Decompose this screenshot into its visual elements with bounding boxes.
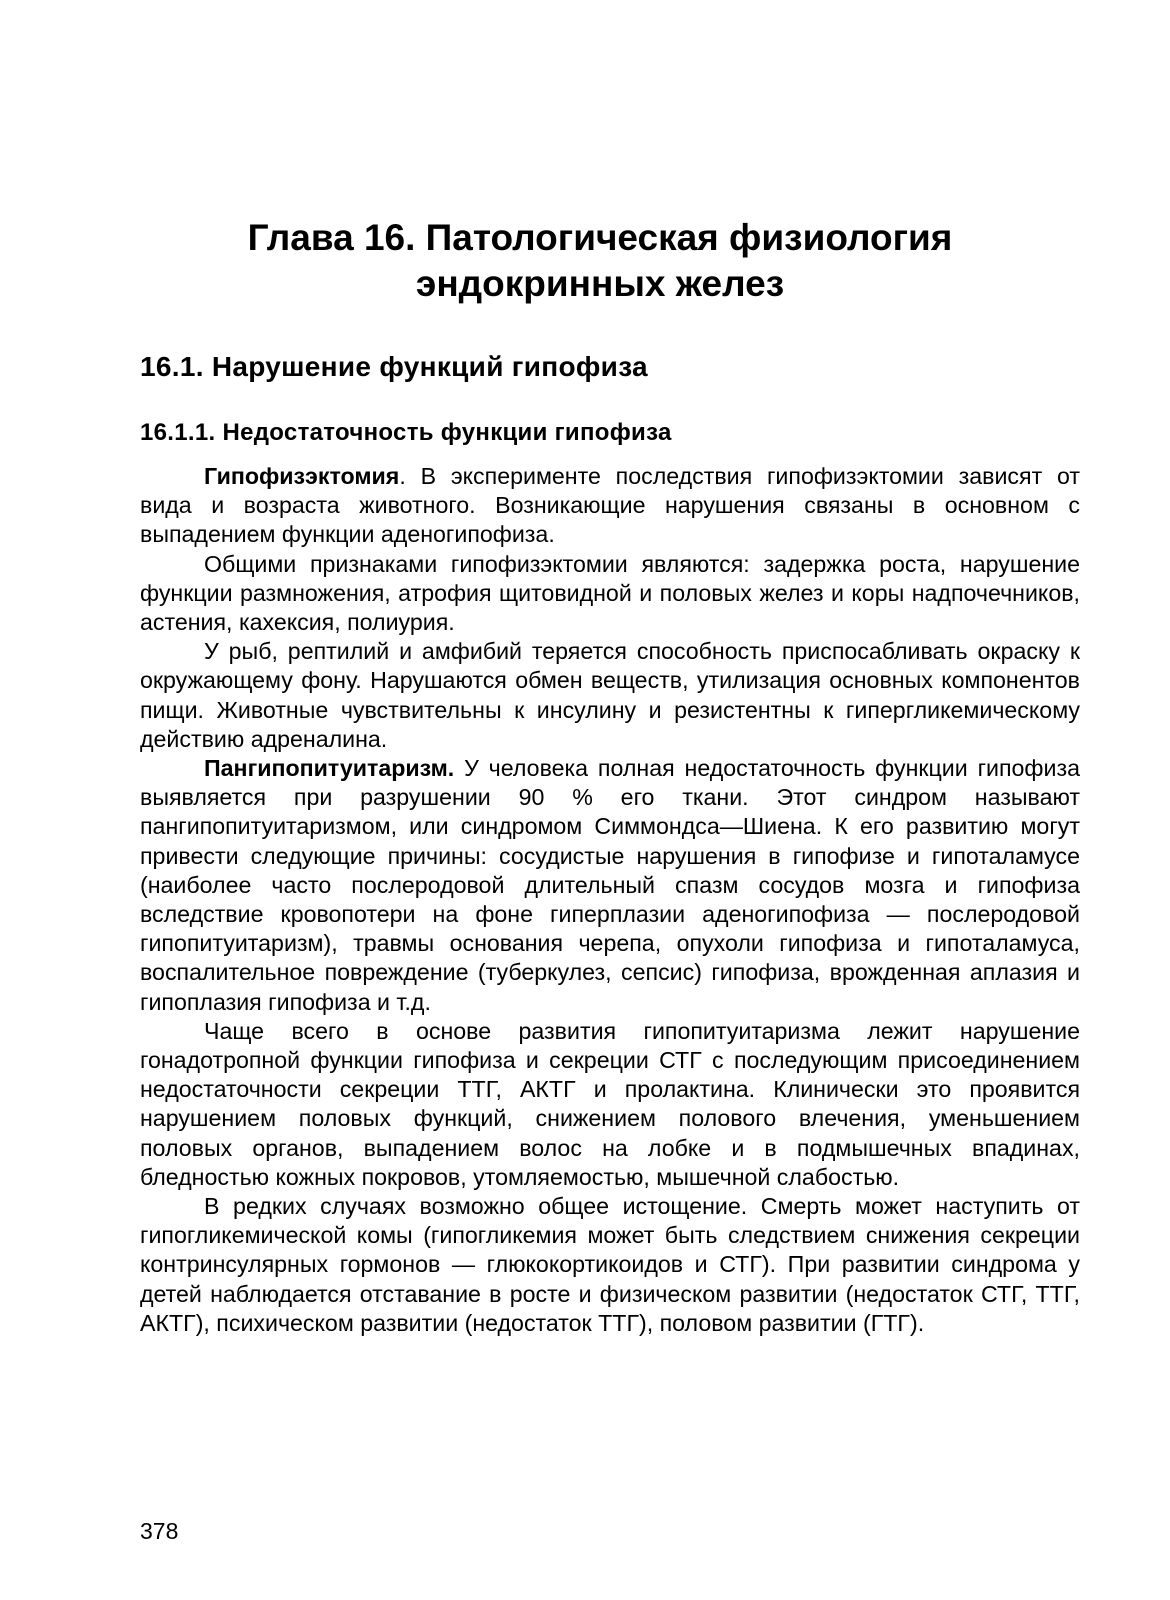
chapter-title-line-2: эндокринных желез	[415, 263, 785, 304]
paragraph-text: У человека полная недостаточность функции гипофиза выявляется при разрушении 90 % его ткани. Этот синдром называют пангипопитуитаризмом, или синдромом Симмондса—Шиена. К его развитию могут привести следующие причины: сосудистые нарушения в гипофизе и гипоталамусе (наиболее часто послеродовой длительный спазм сосудов мозга и гипофиза вследствие кровопотери на фоне гиперплазии аденогипофиза — послеродовой гипопитуитаризм), травмы основания черепа, опухоли гипофиза и гипоталамуса, воспалительное повреждение (туберкулез, сепсис) гипофиза, врожденная аплазия и гипоплазия гипофиза и т.д.	[140, 755, 1080, 1015]
subsection-heading: 16.1.1. Недостаточность функции гипофиза	[140, 419, 672, 446]
paragraph	[140, 1192, 1080, 1338]
body-text	[140, 462, 1080, 1338]
paragraph-lead-term: Пангипопитуитаризм.	[204, 755, 455, 782]
paragraph	[140, 637, 1080, 754]
chapter-title	[160, 215, 1040, 307]
page-number: 378	[140, 1518, 179, 1544]
paragraph-text: У рыб, рептилий и амфибий теряется способность приспосабливать окраску к окружающему фону. Нарушаются обмен веществ, утилизация основных компонентов пищи. Животные чувствительны к инсулину и резистентны к гипергликемическому действию адреналина.	[140, 638, 1080, 752]
paragraph-lead-term: Гипофизэктомия	[204, 463, 400, 489]
paragraph	[140, 462, 1080, 550]
paragraph	[140, 550, 1080, 638]
paragraph-text: Чаще всего в основе развития гипопитуитаризма лежит нарушение гонадотропной функции гипофиза и секреции СТГ с последующим присоединением недостаточности секреции ТТГ, АКТГ и пролактина. Клинически это проявится нарушением половых функций, снижением полового влечения, уменьшением половых органов, выпадением волос на лобке и в подмышечных впадинах, бледностью кожных покровов, утомляемостью, мышечной слабостью.	[140, 1017, 1080, 1190]
paragraph	[140, 1017, 1080, 1192]
paragraph-text: Общими признаками гипофизэктомии являются: задержка роста, нарушение функции размножения, атрофия щитовидной и половых желез и коры надпочечников, астения, кахексия, полиурия.	[140, 550, 1080, 636]
paragraph-text: . В эксперименте последствия гипофизэктомии зависят от вида и возраста животного. Возникающие нарушения связаны в основном с выпадением функции аденогипофиза.	[140, 463, 1080, 548]
chapter-title-line-1: Глава 16. Патологическая физиология	[247, 217, 953, 258]
section-heading: 16.1. Нарушение функций гипофиза	[140, 351, 648, 382]
paragraph-text: В редких случаях возможно общее истощение. Смерть может наступить от гипогликемической комы (гипогликемия может быть следствием снижения секреции контринсулярных гормонов — глюкокортикоидов и СТГ). При развитии синдрома у детей наблюдается отставание в росте и физическом развитии (недостаток СТГ, ТТГ, АКТГ), психическом развитии (недостаток ТТГ), половом развитии (ГТГ).	[140, 1193, 1080, 1336]
paragraph	[140, 754, 1080, 1017]
